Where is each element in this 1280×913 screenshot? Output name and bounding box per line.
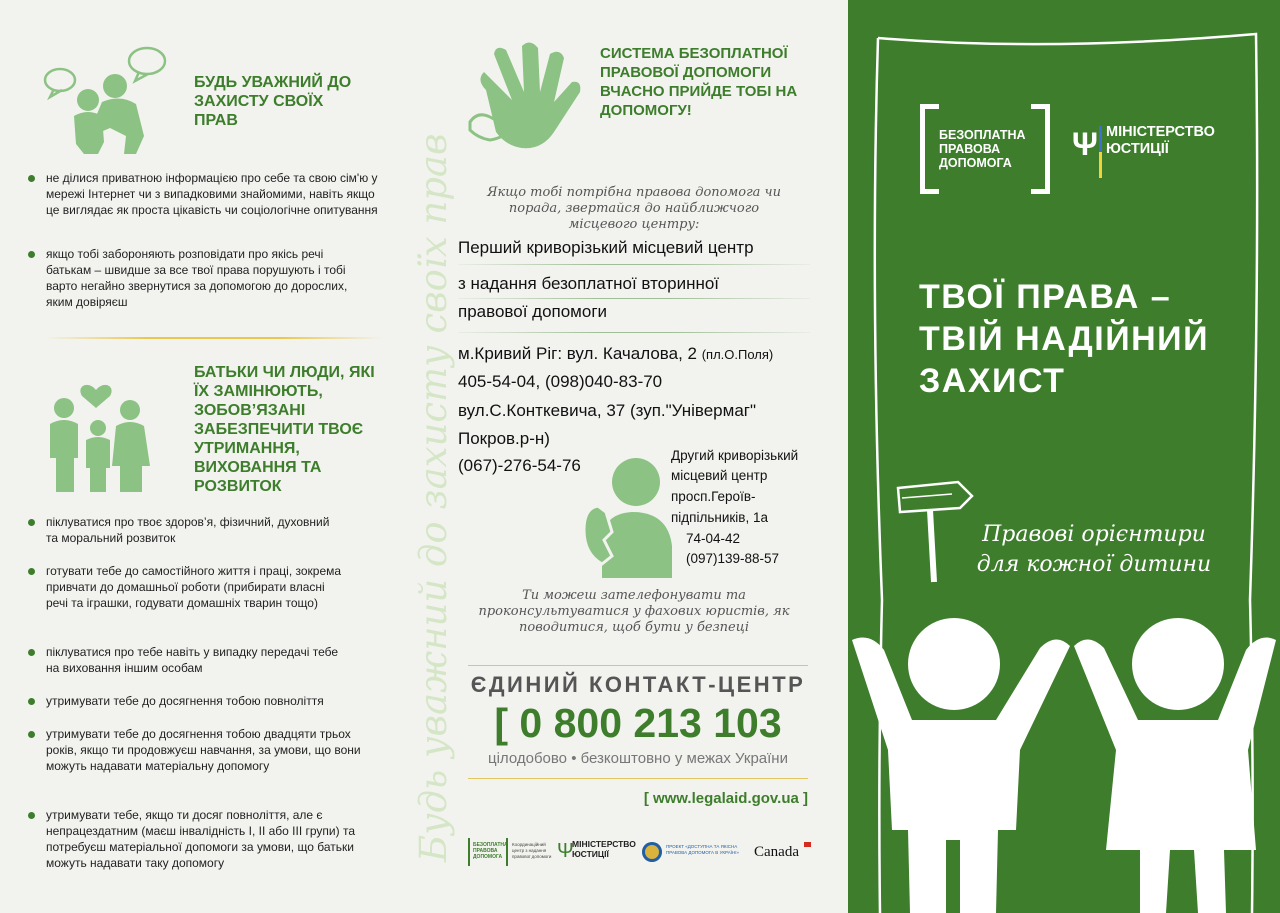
ministry-footer-text: МІНІСТЕРСТВО ЮСТИЦІЇ	[572, 839, 636, 859]
center2-line: Другий криворізький	[671, 448, 799, 463]
call-note: Ти можеш зателефонувати та проконсультуватися у фахових юристів, як поводитися, щоб бути у безпеці	[478, 588, 790, 635]
gold-line-top	[468, 665, 808, 666]
family-with-heart-icon	[44, 378, 154, 498]
bpd-footer-desc: Координаційний центр з надання правової допомоги	[512, 842, 552, 859]
bpd-footer-text: БЕЗОПЛАТНА ПРАВОВА ДОПОМОГА	[473, 842, 508, 860]
phone1: 405-54-04, (098)040-83-70	[458, 372, 663, 391]
footer-logos	[468, 836, 818, 870]
bullet-item: утримувати тебе, якщо ти досяг повноліття, але є непрацездатним (маєш інвалідність I, II або III групи) та потребуєш матеріальної допомоги за умови, що батьки можуть надавати таку допомогу	[46, 807, 376, 871]
bullet-item: утримувати тебе до досягнення тобою повноліття	[46, 693, 386, 709]
left-panel	[0, 0, 400, 913]
website-link[interactable]: [ www.legalaid.gov.ua ]	[643, 790, 808, 807]
center2-line: 74-04-42	[686, 531, 741, 546]
address1-text: м.Кривий Ріг: вул. Качалова, 2	[458, 344, 697, 363]
bpd-logo-text: БЕЗОПЛАТНА ПРАВОВА ДОПОМОГА	[939, 128, 1026, 170]
section2-title: БАТЬКИ ЧИ ЛЮДИ, ЯКІ ЇХ ЗАМІНЮЮТЬ, ЗОБОВ’ЯЗАНІ ЗАБЕЗПЕЧИТИ ТВОЄ УТРИМАННЯ, ВИХОВАННЯ ТА РОЗВИТОК	[194, 364, 375, 495]
bpd-logo	[920, 104, 1050, 194]
project-logo-icon	[642, 842, 662, 862]
middle-panel	[400, 0, 848, 913]
ministry-title: МІНІСТЕРСТВО ЮСТИЦІЇ	[1106, 124, 1215, 157]
slogan: Правові орієнтири для кожної дитини	[976, 522, 1212, 577]
trident-icon: Ψ	[1072, 126, 1098, 162]
flag-stripe	[1099, 152, 1102, 178]
bullet-item: якщо тобі забороняють розповідати про якісь речі батькам – швидше за все твої права порушують і тобі варто негайно звернутися за допомогою до дорослих, яким довіряєш	[46, 246, 366, 310]
gold-line-bottom	[468, 778, 808, 779]
canada-wordmark: Canada	[754, 844, 799, 860]
flag-stripe	[1099, 126, 1102, 152]
center1-line3: правової допомоги	[458, 302, 608, 321]
project-footer-text: ПРОЕКТ «ДОСТУПНА ТА ЯКІСНА ПРАВОВА ДОПОМОГА В УКРАЇНІ»	[666, 844, 739, 855]
phone2: (067)-276-54-76	[458, 456, 581, 475]
address1-note: (пл.О.Поля)	[701, 347, 774, 362]
person-with-phone-icon	[576, 456, 676, 578]
contact-subtitle: цілодобово • безкоштовно у межах України	[488, 750, 788, 767]
helping-hands-icon	[466, 40, 586, 160]
underline	[458, 264, 810, 265]
center2-line: просп.Героїв-	[671, 489, 756, 504]
bullet-item: не ділися приватною інформацією про себе та свою сім'ю у мережі Інтернет чи з випадковими знайомими, навіть якщо це виглядає як проста цікавість чи соціологічне опитування	[46, 170, 386, 218]
main-title: ТВОЇ ПРАВА – ТВІЙ НАДІЙНИЙ ЗАХИСТ	[919, 278, 1210, 400]
canada-flag-icon	[804, 842, 811, 847]
address1	[458, 344, 773, 364]
children-with-speech-bubbles-icon	[40, 44, 170, 164]
underline	[458, 298, 810, 299]
address2: вул.С.Конткевича, 37 (зуп."Універмаг"	[458, 401, 757, 420]
intro-text: Якщо тобі потрібна правова допомога чи порада, звертайся до найближчого місцевого центру:	[486, 185, 782, 232]
center1-line1: Перший криворізький місцевий центр	[458, 238, 754, 257]
bullet-item: утримувати тебе до досягнення тобою двадцяти трьох років, якщо ти продовжуєш навчання, за умови, що вони можуть надавати матеріальну допомогу	[46, 726, 366, 774]
center2-line: місцевий центр	[671, 468, 768, 483]
bullet-item: піклуватися про твоє здоров’я, фізичний, духовний та моральний розвиток	[46, 514, 336, 546]
trident-icon: Ψ	[557, 840, 574, 862]
bpd-footer-logo	[468, 838, 508, 866]
center2-line: підпільників, 1а	[671, 510, 768, 525]
vertical-watermark-text: Будь уважний до захисту своїх прав	[412, 133, 455, 862]
bullet-item: готувати тебе до самостійного життя і праці, зокрема привчати до домашньої роботи (прибирати власні речі та іграшки, годувати домашніх тварин тощо)	[46, 563, 346, 611]
contact-center-title: ЄДИНИЙ КОНТАКТ-ЦЕНТР	[470, 672, 806, 697]
section-divider	[44, 337, 384, 339]
middle-title: СИСТЕМА БЕЗОПЛАТНОЇ ПРАВОВОЇ ДОПОМОГИ ВЧАСНО ПРИЙДЕ ТОБІ НА ДОПОМОГУ!	[600, 45, 798, 119]
center2-line: (097)139-88-57	[686, 551, 780, 566]
center1-line2: з надання безоплатної вторинної	[458, 274, 720, 293]
underline	[458, 332, 810, 333]
two-children-icon	[848, 610, 1280, 913]
address2-cont: Покров.р-н)	[458, 429, 550, 448]
right-panel	[848, 0, 1280, 913]
section1-title: БУДЬ УВАЖНИЙ ДО ЗАХИСТУ СВОЇХ ПРАВ	[194, 74, 352, 129]
bullet-item: піклуватися про тебе навіть у випадку передачі тебе на виховання іншим особам	[46, 644, 346, 676]
contact-phone[interactable]: [ 0 800 213 103	[494, 700, 782, 746]
